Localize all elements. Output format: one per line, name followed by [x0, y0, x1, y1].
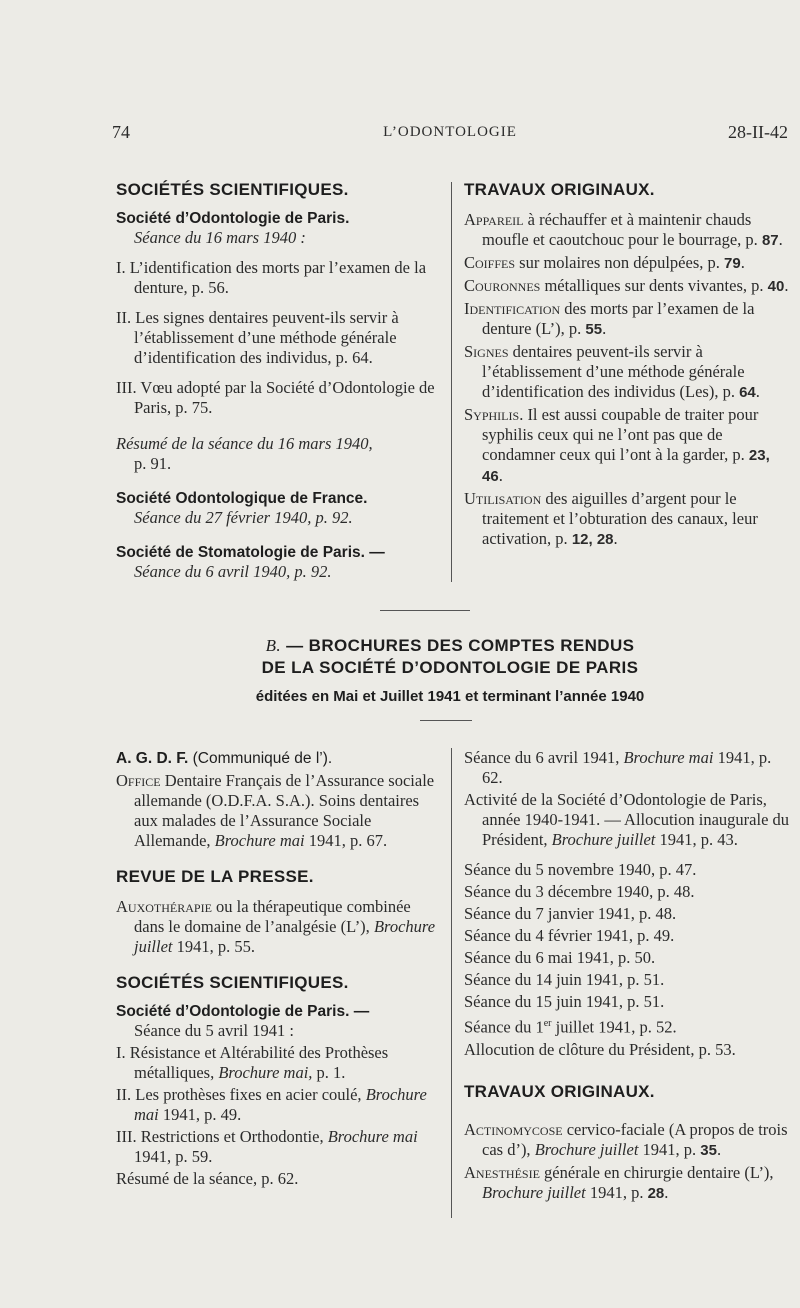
office-entry: Office Dentaire Français de l’Assurance sociale allemande (O.D.F.A. S.A.). Soins dentaires aux malades de l’Assurance Sociale Allemande, Brochure mai 1941, p. 67. — [116, 771, 435, 850]
seance-entry: Séance du 1er juillet 1941, p. 52. — [464, 1017, 677, 1037]
journal-title: L’ODONTOLOGIE — [383, 124, 517, 140]
travaux-list — [464, 210, 794, 550]
cloture-entry: Allocution de clôture du Président, p. 53. — [464, 1039, 736, 1059]
index-entry: II. Les signes dentaires peuvent-ils servir à l’établissement d’une méthode générale d’identification des individus, p. 64. — [116, 308, 399, 367]
issue-date: 28-II-42 — [728, 122, 788, 142]
travaux-entry: Coiffes sur molaires non dépulpées, p. 79. — [464, 253, 745, 272]
section-heading-travaux: TRAVAUX ORIGINAUX. — [464, 180, 655, 199]
seance-entry: Séance du 6 mai 1941, p. 50. — [464, 948, 656, 967]
resume-entry: Résumé de la séance du 16 mars 1940, p. 91. — [116, 434, 373, 473]
section-heading-societes: SOCIÉTÉS SCIENTIFIQUES. — [116, 180, 349, 199]
seance-entry: Séance du 14 juin 1941, p. 51. — [464, 970, 665, 989]
agdf-entry: A. G. D. F. (Communiqué de l’). — [116, 750, 333, 767]
column-rule-top — [451, 182, 452, 582]
index-entry: III. Vœu adopté par la Société d’Odontologie de Paris, p. 75. — [116, 378, 435, 417]
seance-entry: Séance du 5 novembre 1940, p. 47. — [464, 860, 697, 879]
divider — [420, 720, 472, 721]
seance-entry: Séance du 15 juin 1941, p. 51. — [464, 992, 665, 1011]
activite-entry: Activité de la Société d’Odontologie de Paris, année 1940-1941. — Allocution inaugurale du Président, Brochure juillet 1941, p. 43. — [464, 790, 790, 849]
society-heading: Société Odontologique de France. — [116, 490, 368, 507]
left-top-column — [116, 180, 438, 584]
society-heading: Société d’Odontologie de Paris. — — [116, 1003, 370, 1020]
section-heading-travaux: TRAVAUX ORIGINAUX. — [464, 1081, 655, 1101]
travaux-entry: Syphilis. Il est aussi coupable de traiter pour syphilis ceux qui ne l’ont pas que de condamner ceux qui l’ont à la garder, p. 23, 46. — [464, 405, 770, 485]
divider — [380, 610, 470, 611]
running-header — [112, 122, 788, 146]
index-entry: II. Les prothèses fixes en acier coulé, Brochure mai 1941, p. 49. — [116, 1085, 427, 1124]
column-rule-bottom — [451, 748, 452, 1218]
seance-entry: Séance du 3 décembre 1940, p. 48. — [464, 882, 695, 901]
travaux-entry: Signes dentaires peuvent-ils servir à l’établissement d’une méthode générale d’identification des individus (Les), p. 64. — [464, 342, 760, 401]
travaux-entry: Utilisation des aiguilles d’argent pour le traitement et l’obturation des canaux, leur activation, p. 12, 28. — [464, 489, 758, 548]
actinomycose-entry: Actinomycose cervico-faciale (A propos de trois cas d’), Brochure juillet 1941, p. 35. — [464, 1119, 788, 1159]
seance-entry: Séance du 6 avril 1941, Brochure mai 1941, p. 62. — [464, 748, 772, 787]
section-heading-societes: SOCIÉTÉS SCIENTIFIQUES. — [116, 973, 349, 992]
page-number: 74 — [112, 122, 130, 142]
travaux-entry: Couronnes métalliques sur dents vivantes, p. 40. — [464, 276, 789, 295]
anesthesie-entry: Anesthésie générale en chirurgie dentaire (L’), Brochure juillet 1941, p. 28. — [464, 1162, 774, 1202]
session-line: Séance du 27 février 1940, p. 92. — [134, 508, 353, 527]
index-entry: III. Restrictions et Orthodontie, Brochure mai 1941, p. 59. — [116, 1127, 418, 1166]
auxo-entry: Auxothérapie ou la thérapeutique combinée dans le domaine de l’analgésie (L’), Brochure juillet 1941, p. 55. — [116, 897, 436, 956]
seance-entry: Séance du 7 janvier 1941, p. 48. — [464, 904, 677, 923]
society-heading: Société de Stomatologie de Paris. — — [116, 544, 385, 561]
session-line: Séance du 6 avril 1940, p. 92. — [134, 562, 332, 581]
right-top-column — [464, 180, 794, 552]
seances-list — [464, 860, 794, 1012]
session-line: Séance du 5 avril 1941 : — [134, 1021, 294, 1040]
travaux-entry: Appareil à réchauffer et à maintenir chauds moufle et caoutchouc pour le bourrage, p. 87. — [464, 210, 783, 249]
brochures-heading: B. — BROCHURES DES COMPTES RENDUS DE LA SOCIÉTÉ D’ODONTOLOGIE DE PARIS éditées en Mai et Juillet 1941 et terminant l’année 1940 — [255, 636, 645, 705]
society-heading: Société d’Odontologie de Paris. — [116, 210, 350, 227]
index-entry: I. Résistance et Altérabilité des Prothèses métalliques, Brochure mai, p. 1. — [116, 1043, 389, 1082]
travaux-entry: Identification des morts par l’examen de la denture (L’), p. 55. — [464, 299, 755, 338]
resume-entry: Résumé de la séance, p. 62. — [116, 1169, 299, 1188]
left-bottom-column — [116, 748, 438, 1191]
right-bottom-column — [464, 748, 794, 1206]
session-line: Séance du 16 mars 1940 : — [134, 228, 306, 247]
seance-entry: Séance du 4 février 1941, p. 49. — [464, 926, 675, 945]
section-heading-revue: REVUE DE LA PRESSE. — [116, 867, 314, 886]
index-entry: I. L’identification des morts par l’examen de la denture, p. 56. — [116, 258, 427, 297]
